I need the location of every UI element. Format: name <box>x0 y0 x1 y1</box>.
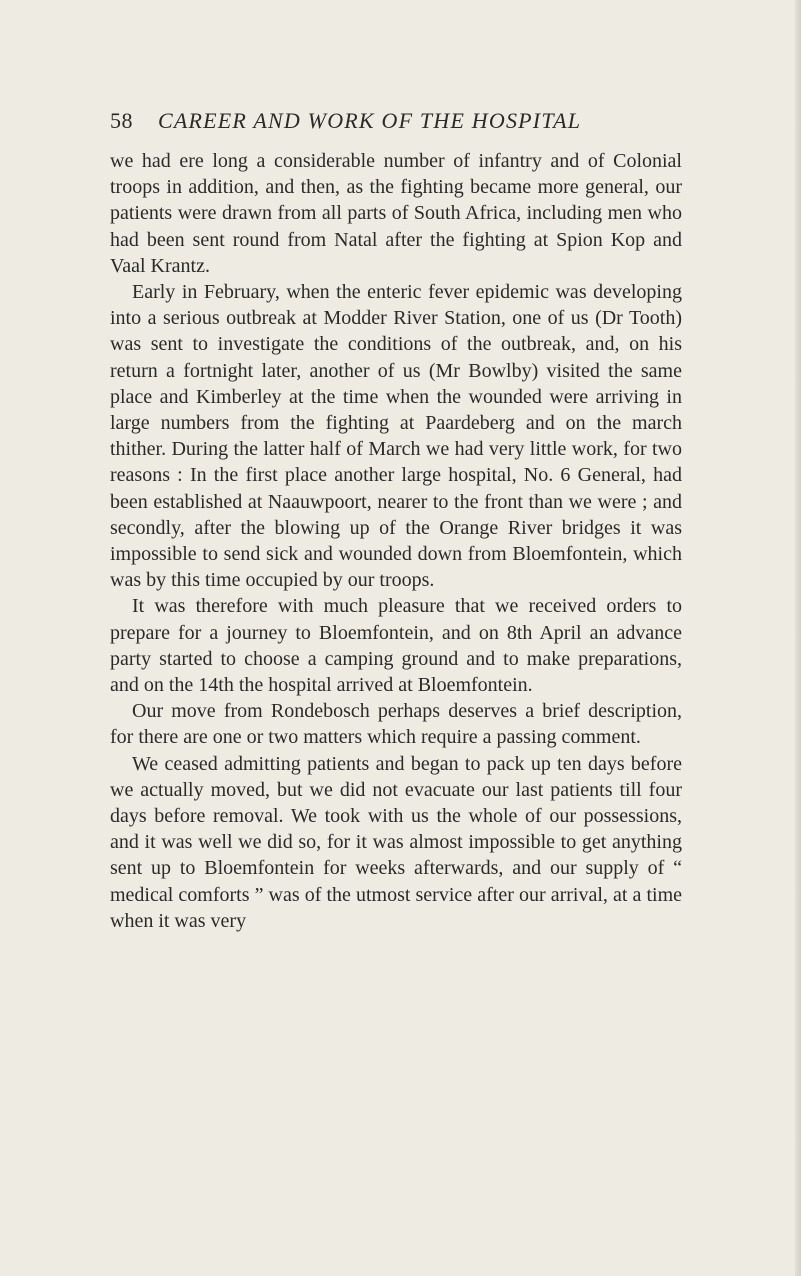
paragraph: Our move from Rondebosch perhaps deserves a brief description, for there are one or two matters which require a passing comment. <box>110 700 682 749</box>
running-title: CAREER AND WORK OF THE HOSPITAL <box>158 108 582 133</box>
paragraph: We ceased admitting patients and began to pack up ten days before we actually moved, but we did not evacuate our last patients till four days before removal. We took with us the whole of our possessions, and it was well we did so, for it was almost impossible to get anything sent up to Bloemfontein for weeks afterwards, and our supply of “ medical comforts ” was of the utmost service after our arrival, at a time when it was very <box>110 752 682 932</box>
page-number: 58 <box>110 108 133 133</box>
paragraph: Early in February, when the enteric fever epidemic was developing into a serious outbreak at Modder River Station, one of us (Dr Tooth) was sent to investigate the conditions of the outbreak, and, on his return a fortnight later, another of us (Mr Bowlby) visited the same place and Kimberley at the time when the wounded were arriving in large numbers from the fighting at Paardeberg and on the march thither. During the latter half of March we had very little work, for two reasons : In the first place another large hospital, No. 6 General, had been established at Naauwpoort, nearer to the front than we were ; and secondly, after the blowing up of the Orange River bridges it was impossible to send sick and wounded down from Bloemfontein, which was by this time occupied by our troops. <box>110 281 682 592</box>
page-edge <box>795 0 801 1276</box>
body-text <box>110 148 682 934</box>
paragraph: It was therefore with much pleasure that we received orders to prepare for a journey to Bloemfontein, and on 8th April an advance party started to choose a camping ground and to make preparations, and on the 14th the hospital arrived at Bloemfontein. <box>110 595 682 697</box>
page-header <box>110 108 710 138</box>
paragraph: we had ere long a considerable number of infantry and of Colonial troops in addition, and then, as the fighting became more general, our patients were drawn from all parts of South Africa, including men who had been sent round from Natal after the fighting at Spion Kop and Vaal Krantz. <box>110 150 682 277</box>
